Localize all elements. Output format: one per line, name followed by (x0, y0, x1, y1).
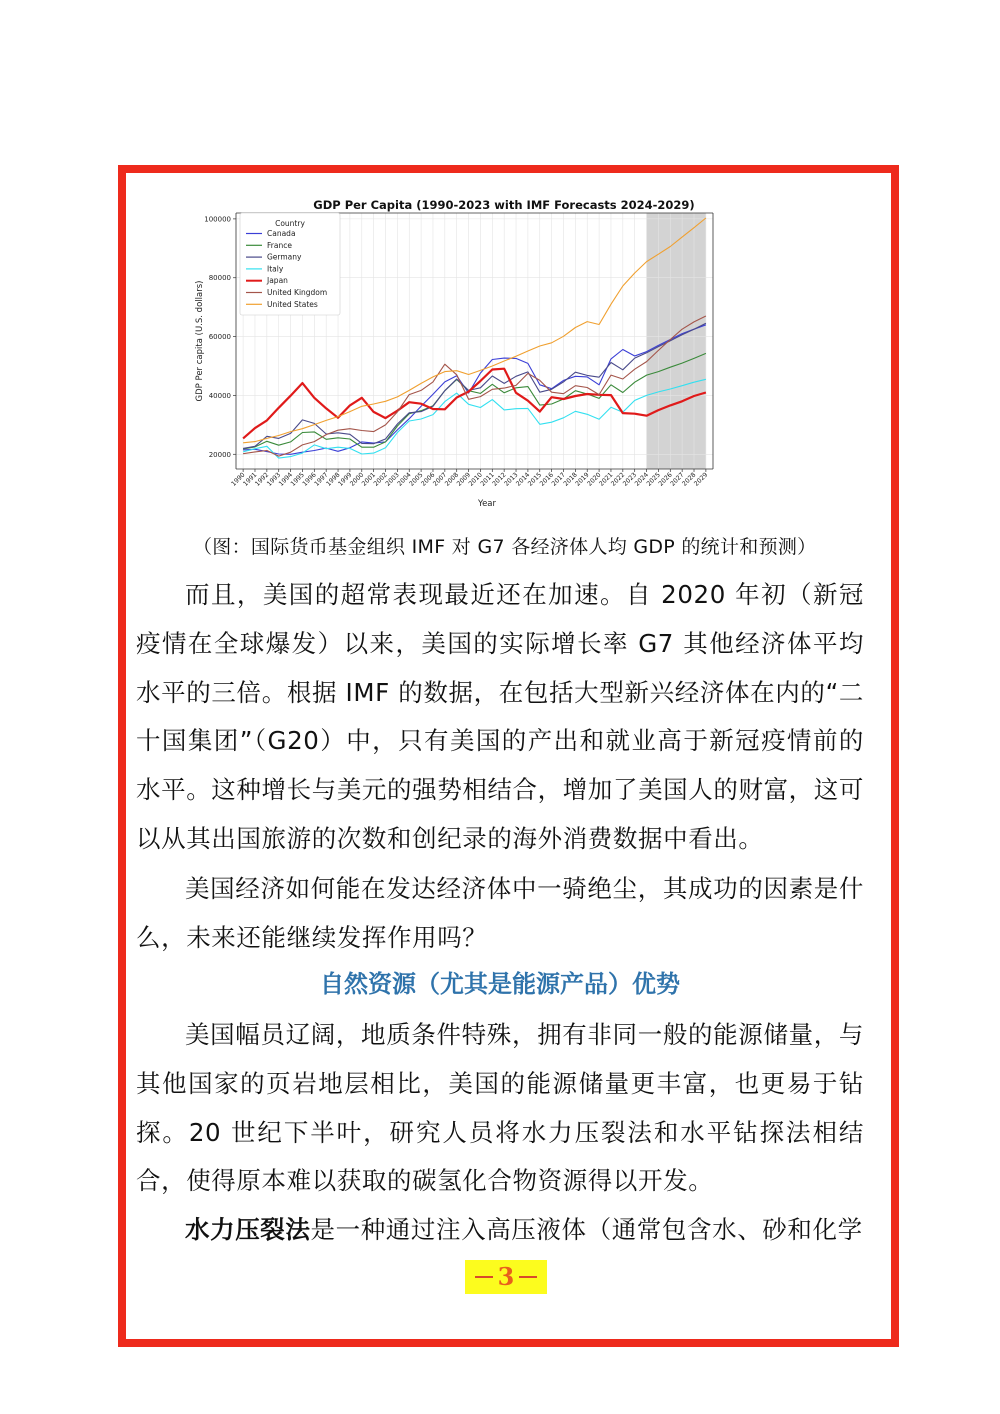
page-number-badge (465, 1260, 547, 1294)
paragraph-1: 而且，美国的超常表现最近还在加速。自 2020 年初（新冠疫情在全球爆发）以来，美国的实际增长率 G7 其他经济体平均水平的三倍。根据 IMF 的数据，在包括大型新兴经济体在内的“二十国集团”（G20）中，只有美国的产出和就业高于新冠疫情前的水平。这种增长与美元的强势相结合，增加了美国人的财富，这可以从其出国旅游的次数和创纪录的海外消费数据中看出。 (136, 580, 864, 853)
page-number: 3 (497, 1262, 515, 1291)
forecast-shade (647, 213, 706, 469)
x-tick-label: 2006 (420, 471, 437, 488)
x-tick-label: 2023 (621, 471, 639, 488)
series-line-italy (243, 379, 706, 458)
x-tick-label: 1993 (265, 471, 283, 488)
x-tick-label: 2015 (526, 471, 544, 488)
x-tick-label: 2004 (396, 471, 413, 488)
legend-label: France (267, 240, 292, 250)
section-heading: 自然资源（尤其是能源产品）优势 (320, 970, 680, 998)
x-tick-label: 2009 (455, 471, 472, 488)
legend-label: Canada (267, 229, 296, 238)
chart-title: GDP Per Capita (1990-2023 with IMF Forecasts 2024-2029) (313, 198, 695, 212)
paragraph-2: 美国经济如何能在发达经济体中一骑绝尘，其成功的因素是什么，未来还能继续发挥作用吗？ (136, 874, 864, 952)
x-tick-label: 2016 (538, 471, 556, 488)
x-tick-label: 2007 (431, 471, 449, 488)
term-hydraulic-fracturing: 水力压裂法 (185, 1215, 311, 1244)
x-tick-label: 1997 (313, 471, 330, 488)
x-tick-label: 2017 (550, 471, 567, 488)
x-tick-label: 2027 (669, 471, 686, 488)
y-tick-label: 40000 (208, 391, 231, 400)
gdp-per-capita-chart (190, 189, 750, 511)
y-tick-label: 100000 (204, 215, 231, 224)
legend-label: Italy (267, 264, 284, 274)
x-tick-label: 2025 (645, 471, 662, 488)
x-tick-label: 2012 (491, 471, 508, 488)
dash-right (519, 1276, 537, 1278)
legend (240, 213, 340, 315)
y-tick-label: 60000 (208, 333, 231, 342)
x-tick-label: 1996 (301, 471, 318, 488)
x-tick-label: 2028 (681, 471, 698, 488)
figure-caption: （图：国际货币基金组织 IMF 对 G7 各经济体人均 GDP 的统计和预测） (193, 536, 817, 558)
x-tick-label: 2026 (657, 471, 674, 488)
x-tick-label: 2005 (408, 471, 425, 488)
x-tick-label: 2011 (479, 471, 496, 488)
series-line-japan (243, 369, 706, 439)
paragraph-3: 美国幅员辽阔，地质条件特殊，拥有非同一般的能源储量，与其他国家的页岩地层相比，美国的能源储量更丰富，也更易于钻探。20 世纪下半叶，研究人员将水力压裂法和水平钻探法相结合，使得原本难以获取的碳氢化合物资源得以开发。 (136, 1020, 864, 1196)
y-tick-label: 20000 (208, 450, 231, 459)
x-tick-label: 2001 (360, 471, 378, 488)
x-tick-label: 2021 (598, 471, 615, 488)
x-tick-label: 1992 (253, 471, 271, 488)
y-axis-label: GDP Per capita (U.S. dollars) (195, 280, 205, 402)
x-tick-label: 2008 (443, 471, 461, 488)
legend-label: Japan (267, 276, 288, 286)
legend-title: Country (275, 219, 305, 228)
dash-left (475, 1276, 493, 1278)
x-tick-label: 1990 (230, 471, 247, 488)
x-tick-label: 2003 (384, 471, 401, 488)
x-tick-label: 1999 (337, 471, 354, 488)
x-tick-label: 2000 (348, 471, 366, 488)
x-tick-label: 2020 (586, 471, 603, 488)
x-tick-label: 1994 (277, 471, 294, 488)
legend-label: United States (267, 299, 318, 309)
x-tick-label: 1991 (242, 471, 259, 488)
y-tick-label: 80000 (208, 274, 231, 283)
legend-label: United Kingdom (267, 288, 328, 297)
x-tick-label: 2024 (633, 471, 650, 488)
x-tick-label: 2018 (562, 471, 579, 488)
paragraph-4-text: 是一种通过注入高压液体（通常包含水、砂和化学 (310, 1215, 863, 1244)
x-tick-label: 2019 (574, 471, 591, 488)
x-tick-label: 2029 (693, 471, 710, 488)
x-axis-label: Year (478, 499, 496, 509)
paragraph-4 (136, 1206, 864, 1255)
x-tick-label: 2022 (609, 471, 627, 488)
x-tick-label: 2010 (467, 471, 484, 488)
x-tick-label: 2002 (372, 471, 389, 488)
x-tick-label: 1998 (325, 471, 342, 488)
x-tick-label: 2014 (515, 471, 532, 488)
legend-label: Germany (267, 252, 302, 262)
red-border-frame (118, 165, 899, 1347)
x-tick-label: 1995 (289, 471, 306, 488)
x-tick-label: 2013 (503, 471, 520, 488)
